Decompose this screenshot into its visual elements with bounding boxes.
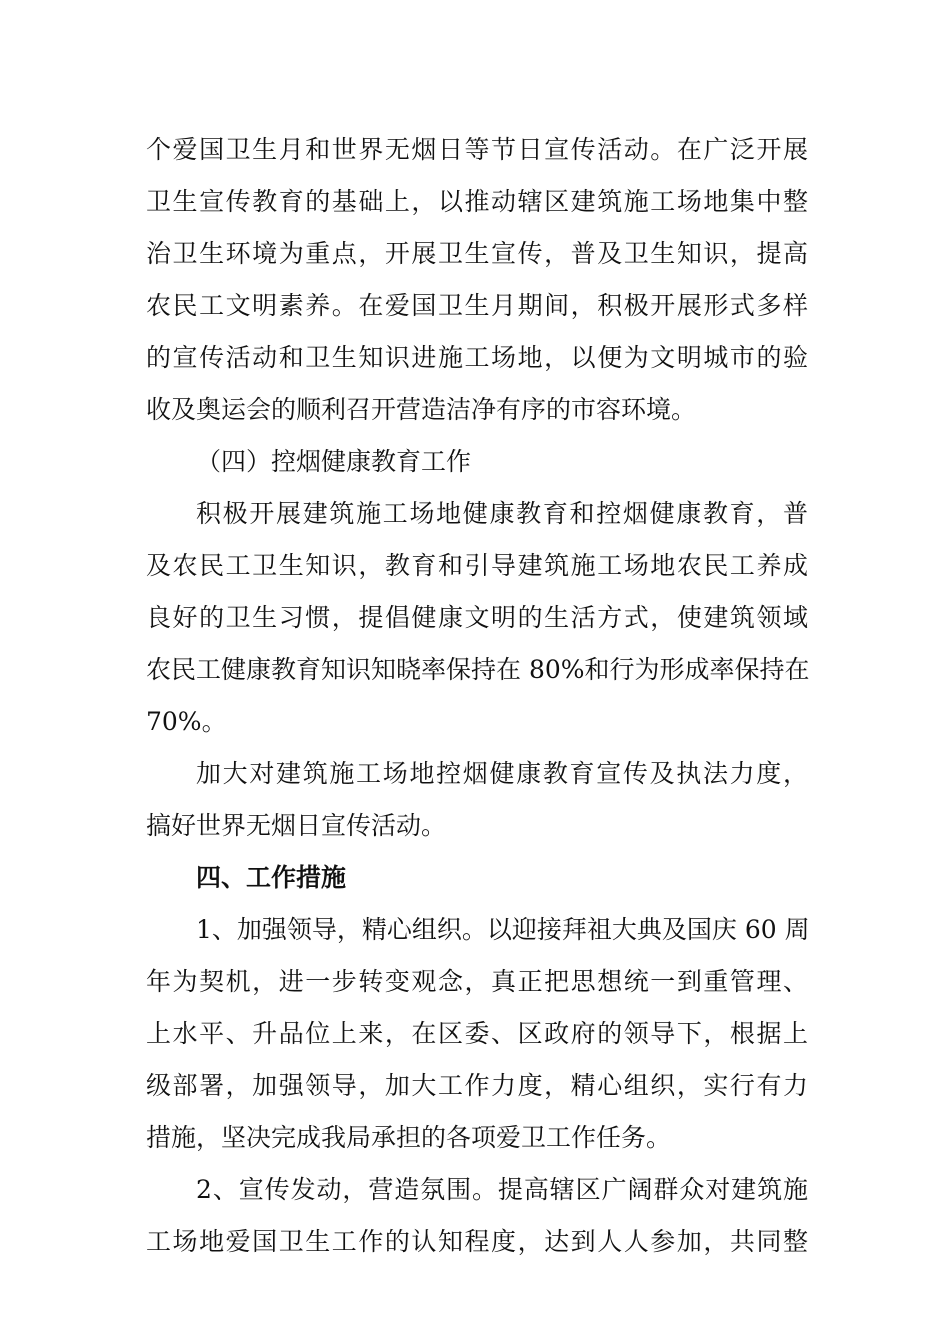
paragraph-line: 1、加强领导，精心组织。以迎接拜祖大典及国庆 60 周 xyxy=(196,915,810,944)
paragraph-line: 级部署，加强领导，加大工作力度，精心组织，实行有力 xyxy=(146,1071,808,1100)
paragraph-line: 搞好世界无烟日宣传活动。 xyxy=(146,811,447,840)
paragraph-line: 卫生宣传教育的基础上，以推动辖区建筑施工场地集中整 xyxy=(146,187,808,216)
paragraph-line: 良好的卫生习惯，提倡健康文明的生活方式，使建筑领域 xyxy=(146,603,808,632)
paragraph-line: 治卫生环境为重点，开展卫生宣传，普及卫生知识，提高 xyxy=(146,239,808,268)
paragraph-line: 农民工文明素养。在爱国卫生月期间，积极开展形式多样 xyxy=(146,291,808,320)
paragraph-line: 收及奥运会的顺利召开营造洁净有序的市容环境。 xyxy=(146,395,697,424)
paragraph-line: 年为契机，进一步转变观念，真正把思想统一到重管理、 xyxy=(146,967,808,996)
paragraph-line: 70%。 xyxy=(146,707,227,736)
paragraph-line: 及农民工卫生知识，教育和引导建筑施工场地农民工养成 xyxy=(146,551,808,580)
paragraph-line: 措施，坚决完成我局承担的各项爱卫工作任务。 xyxy=(146,1123,672,1152)
subsection-heading: （四）控烟健康教育工作 xyxy=(196,447,472,476)
paragraph-line: 上水平、升品位上来，在区委、区政府的领导下，根据上 xyxy=(146,1019,808,1048)
paragraph-line: 个爱国卫生月和世界无烟日等节日宣传活动。在广泛开展 xyxy=(146,135,808,164)
paragraph-line: 工场地爱国卫生工作的认知程度，达到人人参加，共同整 xyxy=(146,1227,808,1256)
paragraph-line: 农民工健康教育知识知晓率保持在 80%和行为形成率保持在 xyxy=(146,655,810,684)
paragraph-line: 的宣传活动和卫生知识进施工场地，以便为文明城市的验 xyxy=(146,343,808,372)
paragraph-line: 加大对建筑施工场地控烟健康教育宣传及执法力度， xyxy=(196,759,808,788)
paragraph-line: 积极开展建筑施工场地健康教育和控烟健康教育，普 xyxy=(196,499,808,528)
paragraph-line: 2、宣传发动，营造氛围。提高辖区广阔群众对建筑施 xyxy=(196,1175,808,1204)
section-heading: 四、工作措施 xyxy=(196,863,347,892)
